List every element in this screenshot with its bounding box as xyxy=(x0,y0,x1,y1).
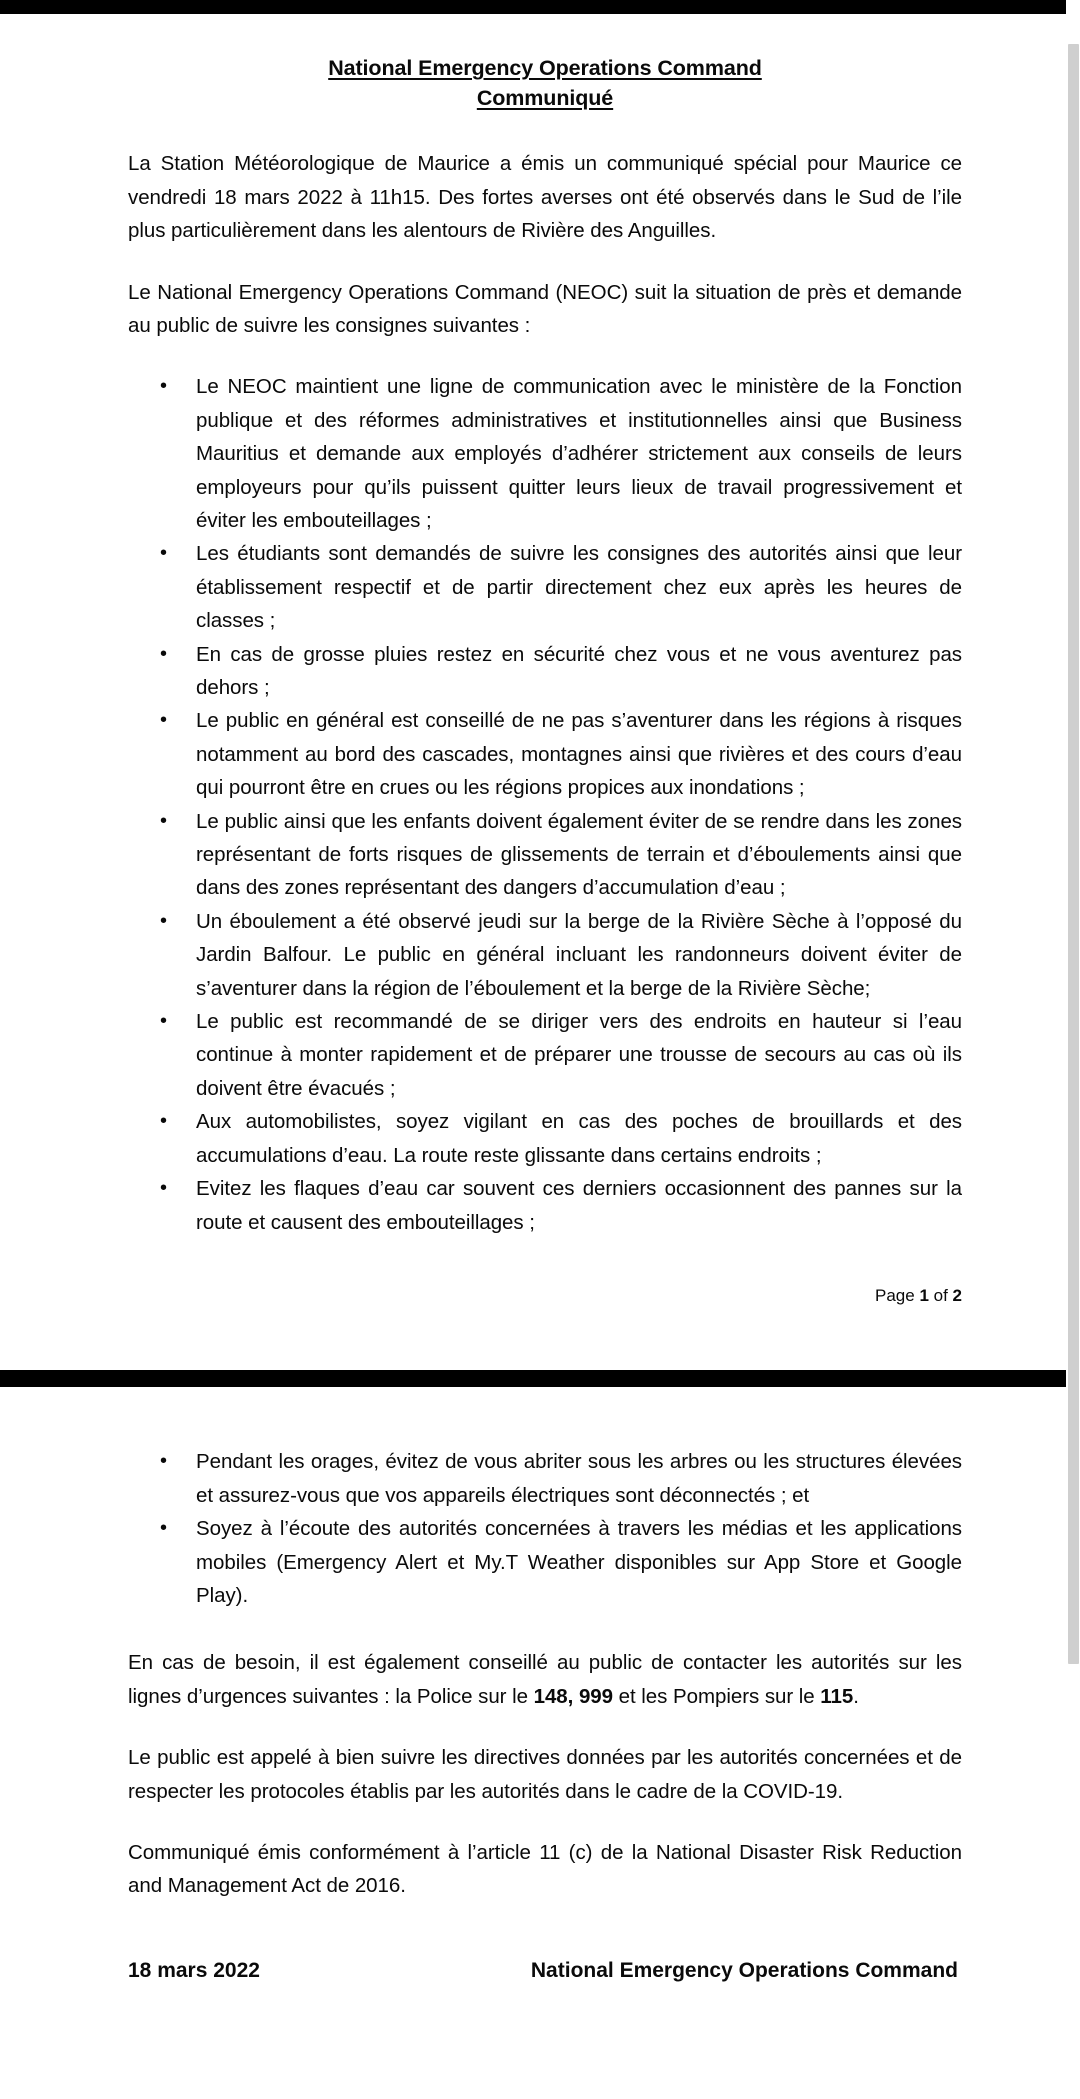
emergency-text-part-2: et les Pompiers sur le xyxy=(613,1684,821,1708)
document-page-2 xyxy=(0,1387,1080,1982)
scrollbar-thumb[interactable] xyxy=(1068,44,1079,1664)
page-subtitle-text: Communiqué xyxy=(476,85,614,110)
emergency-text-part-1: En cas de besoin, il est également conseillé au public de contacter les autorités sur les lignes d’urgences suivantes : la Police sur le xyxy=(128,1651,962,1708)
instructions-list-page-2 xyxy=(128,1445,962,1612)
list-item: • Le public ainsi que les enfants doivent également éviter de se rendre dans les zones représentant de forts risques de glissements de terrain et d’éboulements ainsi que dans des zones représentant des dangers d’accumulation d’eau ; xyxy=(196,805,962,905)
viewer-top-band xyxy=(0,0,1080,14)
page-title xyxy=(128,54,962,84)
list-item: • Le NEOC maintient une ligne de communication avec le ministère de la Fonction publique et des réformes administratives et institutionnelles ainsi que Business Mauritius et demande aux employés d’adhérer strictement aux conseils de leurs employeurs pour qu’ils puissent quitter leurs lieux de travail progressivement et éviter les embouteillages ; xyxy=(196,370,962,537)
spacer xyxy=(128,113,962,147)
footer-issuer: National Emergency Operations Command xyxy=(530,1958,958,1982)
list-item: • Pendant les orages, évitez de vous abriter sous les arbres ou les structures élevées et assurez-vous que vos appareils électriques sont déconnectés ; et xyxy=(196,1445,962,1512)
spacer xyxy=(128,1308,962,1370)
list-item: • Le public en général est conseillé de ne pas s’aventurer dans les régions à risques notamment au bord des cascades, montagnes ainsi que rivières et des cours d’eau qui pourront être en crues ou les régions propices aux inondations ; xyxy=(196,704,962,804)
page-number-prefix: Page xyxy=(875,1285,920,1305)
spacer xyxy=(128,1713,962,1741)
fire-number: 115 xyxy=(820,1684,854,1708)
spacer xyxy=(128,1612,962,1646)
list-item: • Aux automobilistes, soyez vigilant en cas des poches de brouillards et des accumulations d’eau. La route reste glissante dans certains endroits ; xyxy=(196,1105,962,1172)
page-separator-band xyxy=(0,1370,1080,1387)
list-item: • Les étudiants sont demandés de suivre les consignes des autorités ainsi que leur établissement respectif et de partir directement chez eux après les heures de classes ; xyxy=(196,537,962,637)
neoc-paragraph: Le National Emergency Operations Command (NEOC) suit la situation de près et demande au public de suivre les consignes suivantes : xyxy=(128,280,962,337)
page-subtitle xyxy=(128,84,962,114)
emergency-contacts-paragraph xyxy=(128,1646,962,1713)
page-title-text: National Emergency Operations Command xyxy=(328,56,762,80)
page-number-total: 2 xyxy=(952,1285,962,1305)
directives-paragraph: Le public est appelé à bien suivre les directives données par les autorités concernées et de respecter les protocoles établis par les autorités dans le cadre de la COVID-19. xyxy=(128,1746,962,1803)
list-item: • Un éboulement a été observé jeudi sur la berge de la Rivière Sèche à l’opposé du Jardin Balfour. Le public en général incluant les randonneurs doivent éviter de s’aventurer dans la région de l’éboulement et la berge de la Rivière Sèche; xyxy=(196,905,962,1005)
spacer xyxy=(128,248,962,276)
document-page-1 xyxy=(0,14,1080,1370)
document-footer xyxy=(128,1959,962,1983)
spacer xyxy=(128,342,962,370)
list-item: • En cas de grosse pluies restez en sécurité chez vous et ne vous aventurez pas dehors ; xyxy=(196,638,962,705)
emergency-text-part-3: . xyxy=(853,1684,859,1708)
intro-paragraph: La Station Météorologique de Maurice a émis un communiqué spécial pour Maurice ce vendredi 18 mars 2022 à 11h15. Des fortes averses ont été observés dans le Sud de l’ile plus particulièrement dans les alentours de Rivière des Anguilles. xyxy=(128,152,962,243)
page-number-footer xyxy=(128,1283,962,1309)
footer-date: 18 mars 2022 xyxy=(128,1958,260,1982)
legal-reference-paragraph: Communiqué émis conformément à l’article 11 (c) de la National Disaster Risk Reduction and Management Act de 2016. xyxy=(128,1841,962,1898)
page-number-middle: of xyxy=(928,1285,953,1305)
police-numbers: 148, 999 xyxy=(533,1684,613,1708)
instructions-list-page-1 xyxy=(128,370,962,1239)
list-item: • Evitez les flaques d’eau car souvent ces derniers occasionnent des pannes sur la route et causent des embouteillages ; xyxy=(196,1172,962,1239)
list-item: • Soyez à l’écoute des autorités concernées à travers les médias et les applications mobiles (Emergency Alert et My.T Weather disponibles sur App Store et Google Play). xyxy=(196,1512,962,1612)
page-number-current: 1 xyxy=(919,1285,929,1305)
list-item: • Le public est recommandé de se diriger vers des endroits en hauteur si l’eau continue à monter rapidement et de préparer une trousse de secours au cas où ils doivent être évacués ; xyxy=(196,1005,962,1105)
spacer xyxy=(128,1808,962,1836)
scrollbar[interactable] xyxy=(1066,0,1080,2099)
